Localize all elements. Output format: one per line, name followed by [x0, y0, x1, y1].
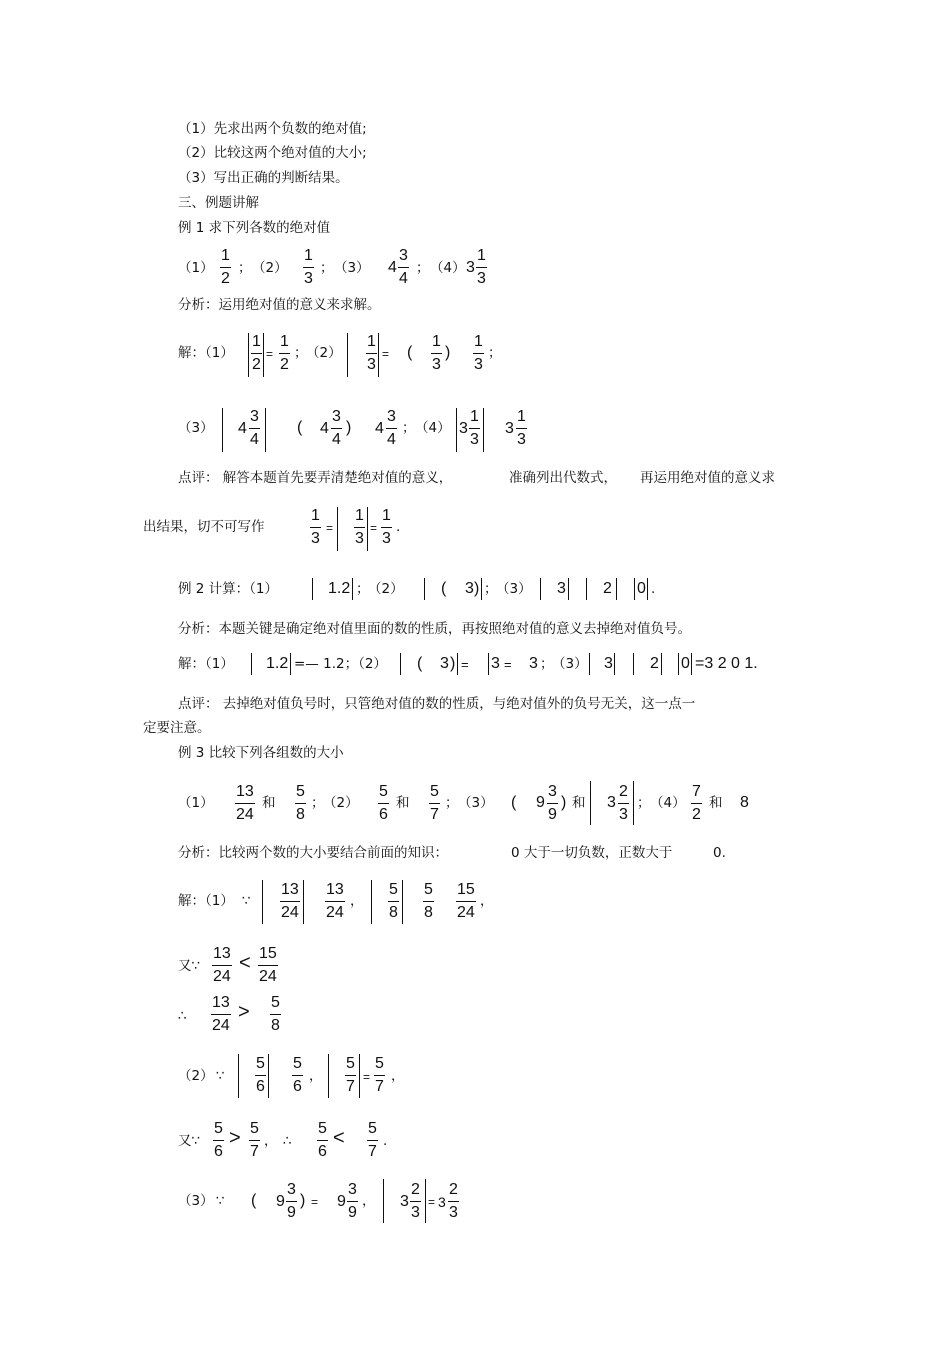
fraction: 1 2	[221, 247, 230, 287]
fraction: 5 6	[256, 1055, 265, 1095]
text: 出结果，切不可写作	[143, 519, 265, 535]
and: 和	[396, 795, 410, 811]
abs-bar	[488, 653, 489, 675]
number: 9	[337, 1193, 346, 1210]
number: 3	[440, 655, 449, 672]
abs-bar	[248, 333, 249, 377]
also-because: 又∵	[178, 1133, 201, 1149]
example-2-review-a: 点评： 去掉绝对值负号时，只管绝对值的数的性质，与绝对值外的负号无关，这一点一	[178, 696, 696, 712]
abs-bar	[456, 408, 457, 452]
abs-bar	[614, 653, 615, 675]
abs-bar	[424, 578, 425, 600]
number: 9	[536, 794, 545, 811]
separator: ；	[416, 260, 430, 276]
separator: ；	[637, 795, 651, 811]
equals: =	[461, 657, 469, 672]
number: 3	[465, 580, 474, 597]
step-1: （1）先求出两个负数的绝对值;	[178, 121, 367, 137]
result: =3 2 0 1.	[695, 655, 758, 672]
fraction: 1 3	[474, 333, 483, 373]
abs-bar	[425, 1179, 426, 1223]
number: 9	[276, 1193, 285, 1210]
period: .	[651, 581, 656, 597]
number: 3	[604, 655, 613, 672]
number: 4	[238, 420, 247, 437]
paren: )	[346, 419, 352, 436]
number: 0	[637, 580, 646, 597]
label: 解：（1）	[178, 345, 234, 361]
separator: ；	[445, 795, 459, 811]
fraction: 5 7	[250, 1120, 259, 1160]
comma: ，	[309, 1068, 323, 1084]
section-heading: 三、例题讲解	[178, 195, 259, 211]
paren: (	[251, 1192, 257, 1209]
fraction: 5 8	[296, 783, 305, 823]
fraction: 5 6	[318, 1120, 327, 1160]
separator: ；	[238, 260, 252, 276]
fraction: 5 7	[375, 1055, 384, 1095]
because: ∵	[216, 1068, 225, 1084]
number: 3	[466, 259, 475, 276]
abs-bar	[691, 653, 692, 675]
equals: =	[363, 1070, 371, 1084]
separator: ；	[320, 260, 334, 276]
abs-bar	[647, 578, 648, 600]
abs-bar	[238, 1054, 239, 1098]
fraction: 13 24	[281, 881, 299, 921]
because: ∵	[216, 1193, 225, 1209]
fraction: 3 4	[387, 408, 396, 448]
number: 3	[459, 420, 468, 437]
abs-bar	[265, 408, 266, 452]
fraction: 5 7	[346, 1055, 355, 1095]
also-because: 又∵	[178, 958, 201, 974]
abs-bar	[251, 653, 252, 675]
abs-bar	[481, 578, 482, 600]
label: （4）	[650, 795, 686, 811]
fraction: 3 9	[348, 1181, 357, 1221]
equals: =	[382, 347, 390, 361]
equals: =	[266, 347, 274, 361]
number: 0	[681, 655, 690, 672]
fraction: 3 9	[287, 1181, 296, 1221]
fraction: 1 2	[252, 333, 261, 373]
number: 3	[529, 655, 538, 672]
paren: (	[297, 419, 303, 436]
label: （3）	[178, 1193, 214, 1209]
label: （2）	[368, 581, 404, 597]
equals: =	[370, 521, 378, 535]
label: （3）	[496, 581, 532, 597]
comma: ，	[480, 893, 494, 909]
number: 2	[650, 655, 659, 672]
abs-bar	[590, 781, 591, 825]
fraction: 13 24	[236, 783, 254, 823]
comma: ，	[362, 1193, 376, 1209]
text: 0.	[713, 845, 726, 861]
number: 3	[505, 420, 514, 437]
label: （1）	[178, 795, 214, 811]
separator: ；	[311, 795, 325, 811]
fraction: 3 4	[399, 247, 408, 287]
fraction: 2 3	[411, 1181, 420, 1221]
fraction: 13 24	[213, 945, 231, 985]
label: （2）	[323, 795, 359, 811]
label: 解：（1）	[178, 656, 234, 672]
label: 解：（1）	[178, 893, 234, 909]
comma: ，	[350, 893, 364, 909]
separator: ；	[356, 581, 370, 597]
abs-bar	[378, 333, 379, 377]
greater-than: >	[238, 1001, 250, 1023]
less-than: <	[333, 1127, 345, 1149]
paren: (	[417, 655, 423, 672]
abs-bar	[328, 1054, 329, 1098]
label: （4）	[430, 260, 466, 276]
because: ∵	[242, 893, 251, 909]
fraction: 5 6	[293, 1055, 302, 1095]
fraction: 13 24	[326, 881, 344, 921]
number: 4	[388, 259, 397, 276]
fraction: 15 24	[457, 881, 475, 921]
abs-bar	[457, 653, 458, 675]
label: （4）	[415, 420, 451, 436]
number: 4	[375, 420, 384, 437]
equals: =	[311, 1195, 319, 1209]
abs-bar	[263, 333, 264, 377]
fraction: 1 3	[382, 507, 391, 547]
fraction: 1 3	[355, 507, 364, 547]
period: .	[383, 1133, 388, 1149]
number: 4	[320, 420, 329, 437]
example-1-analysis: 分析：运用绝对值的意义来求解。	[178, 297, 381, 313]
fraction: 7 2	[692, 783, 701, 823]
fraction: 5 6	[379, 783, 388, 823]
number: 1.2	[328, 580, 351, 597]
abs-bar	[367, 507, 368, 551]
equals: =	[504, 657, 512, 672]
abs-bar	[400, 653, 401, 675]
abs-bar	[540, 578, 541, 600]
paren: (	[441, 580, 447, 597]
abs-bar	[337, 507, 338, 551]
result: =— 1.2；（2）	[294, 656, 387, 672]
example-1-review-b: 准确列出代数式，	[509, 470, 617, 486]
label: （1）	[178, 260, 214, 276]
text: 0 大于一切负数，正数大于	[511, 845, 673, 861]
number: 3	[400, 1193, 409, 1210]
fraction: 1 2	[280, 333, 289, 373]
abs-bar	[268, 1054, 269, 1098]
comma: ，	[264, 1133, 278, 1149]
label: （2）	[178, 1068, 214, 1084]
paren: (	[511, 794, 517, 811]
less-than: <	[239, 952, 251, 974]
number: 3	[438, 1194, 446, 1210]
abs-bar	[661, 653, 662, 675]
separator: ；	[294, 345, 308, 361]
abs-bar	[483, 408, 484, 452]
abs-bar	[352, 578, 353, 600]
fraction: 5 7	[430, 783, 439, 823]
greater-than: >	[229, 1127, 241, 1149]
paren: )	[300, 1192, 306, 1209]
separator: ；	[484, 581, 498, 597]
step-3: （3）写出正确的判断结果。	[178, 170, 349, 186]
number: 3	[491, 655, 500, 672]
fraction: 5 8	[424, 881, 433, 921]
fraction: 2 3	[449, 1181, 458, 1221]
fraction: 1 3	[304, 247, 313, 287]
abs-bar	[678, 653, 679, 675]
and: 和	[572, 795, 586, 811]
equals: =	[326, 521, 334, 535]
fraction: 1 3	[367, 333, 376, 373]
fraction: 1 3	[517, 408, 526, 448]
example-2-analysis: 分析：本题关键是确定绝对值里面的数的性质，再按照绝对值的意义去掉绝对值负号。	[178, 621, 691, 637]
abs-bar	[312, 578, 313, 600]
separator: ；	[540, 656, 554, 672]
example-1-review-c: 再运用绝对值的意义求	[640, 470, 775, 486]
fraction: 15 24	[259, 945, 277, 985]
period: .	[396, 519, 401, 535]
fraction: 5 8	[389, 881, 398, 921]
fraction: 1 3	[432, 333, 441, 373]
number: 3	[557, 580, 566, 597]
abs-bar	[371, 880, 372, 924]
fraction: 5 8	[271, 994, 280, 1034]
step-2: （2）比较这两个绝对值的大小;	[178, 145, 367, 161]
abs-bar	[222, 408, 223, 452]
abs-bar	[616, 578, 617, 600]
paren: )	[561, 794, 567, 811]
abs-bar	[586, 578, 587, 600]
paren: (	[407, 344, 413, 361]
label: （3）	[334, 260, 370, 276]
label: （3）	[178, 420, 214, 436]
example-1-title: 例 1 求下列各数的绝对值	[178, 220, 331, 236]
abs-bar	[303, 880, 304, 924]
paren: )	[450, 655, 456, 672]
fraction: 1 3	[311, 507, 320, 547]
fraction: 13 24	[212, 994, 230, 1034]
label: （2）	[252, 260, 288, 276]
abs-bar	[633, 653, 634, 675]
abs-bar	[347, 333, 348, 377]
abs-bar	[383, 1179, 384, 1223]
fraction: 3 4	[332, 408, 341, 448]
comma: ，	[391, 1068, 405, 1084]
title: 例 2 计算：（1）	[178, 581, 279, 597]
fraction: 3 4	[250, 408, 259, 448]
therefore: ∴	[283, 1133, 292, 1149]
example-2-review-b: 定要注意。	[143, 720, 211, 736]
fraction: 1 3	[470, 408, 479, 448]
fraction: 5 7	[368, 1120, 377, 1160]
abs-bar	[290, 653, 291, 675]
fraction: 2 3	[619, 783, 628, 823]
example-1-review-a: 点评： 解答本题首先要弄清楚绝对值的意义，	[178, 470, 453, 486]
abs-bar	[589, 653, 590, 675]
text: 分析：比较两个数的大小要结合前面的知识：	[178, 845, 448, 861]
number: 3	[607, 794, 616, 811]
label: （2）	[306, 345, 342, 361]
abs-bar	[402, 880, 403, 924]
example-3-title: 例 3 比较下列各组数的大小	[178, 745, 344, 761]
and: 和	[262, 795, 276, 811]
paren: )	[445, 344, 451, 361]
number: 1.2	[266, 655, 289, 672]
separator: ；	[488, 345, 502, 361]
abs-bar	[359, 1054, 360, 1098]
fraction: 5 6	[214, 1120, 223, 1160]
abs-bar	[568, 578, 569, 600]
number: 2	[603, 580, 612, 597]
paren: )	[474, 580, 480, 597]
number: 8	[740, 794, 749, 811]
fraction: 1 3	[477, 247, 486, 287]
and: 和	[709, 795, 723, 811]
abs-bar	[262, 880, 263, 924]
therefore: ∴	[178, 1008, 187, 1024]
separator: ；	[402, 420, 416, 436]
label: （3）	[552, 656, 588, 672]
fraction: 3 9	[548, 783, 557, 823]
abs-bar	[634, 578, 635, 600]
abs-bar	[633, 781, 634, 825]
label: （3）	[458, 795, 494, 811]
equals: =	[428, 1195, 436, 1209]
